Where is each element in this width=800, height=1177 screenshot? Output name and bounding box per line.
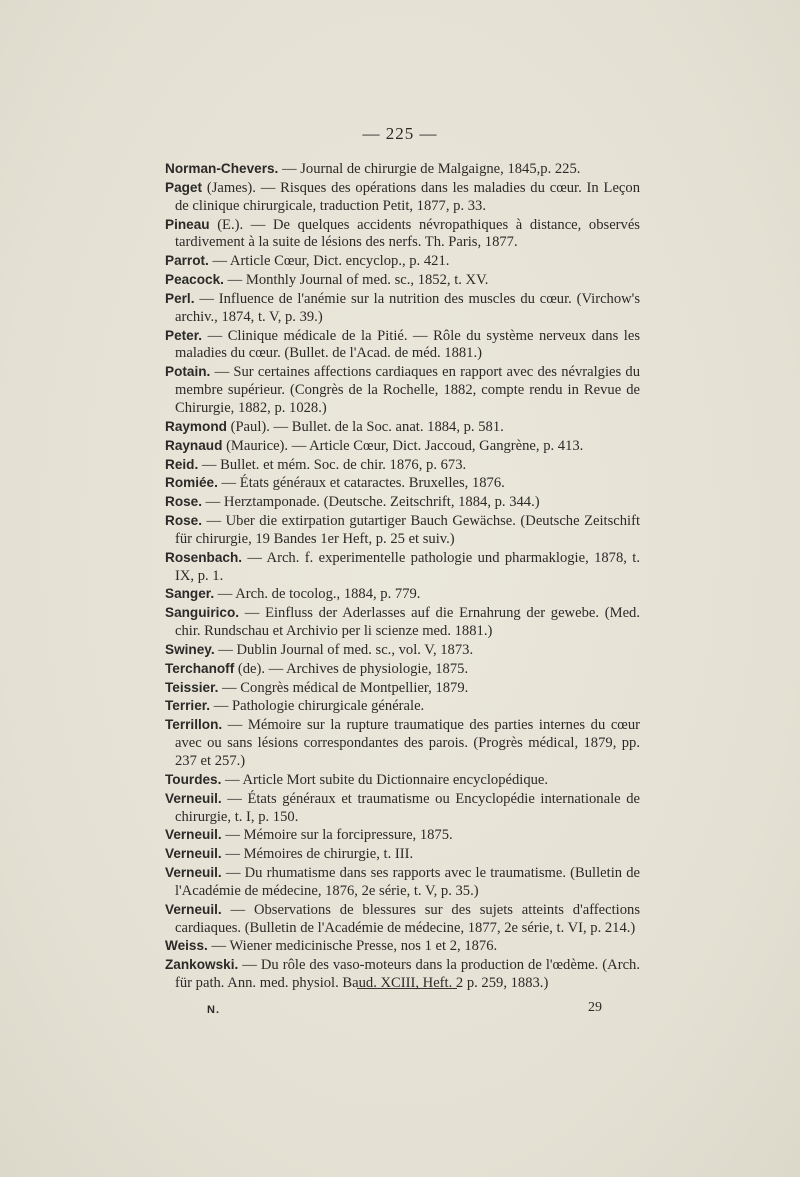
- bibliography-entry: [165, 216, 640, 253]
- entry-author: Verneuil.: [165, 827, 222, 843]
- bibliography-entry: [165, 160, 640, 179]
- entry-author: Verneuil.: [165, 846, 222, 862]
- bibliography-entry: [165, 290, 640, 327]
- entry-author: Terrillon.: [165, 717, 223, 733]
- entry-author: Norman-Chevers.: [165, 161, 279, 176]
- bibliography-entry: [165, 271, 640, 290]
- entry-author: Teissier.: [165, 679, 219, 695]
- entry-author: Verneuil.: [165, 865, 222, 881]
- entry-author: Perl.: [165, 290, 195, 306]
- entry-author: Peacock.: [165, 272, 224, 288]
- entry-citation: — Du rôle des vaso-moteurs dans la production de l'œdème. (Arch. für path. Ann. med. physiol. Baud. XCIII, Heft. 2 p. 259, 1883.): [175, 957, 640, 992]
- bibliography-entry: [165, 549, 640, 586]
- bibliography-entry: [165, 604, 640, 641]
- entry-citation: — Wiener medicinische Presse, nos 1 et 2, 1876.: [207, 938, 498, 955]
- entry-author: Swiney.: [165, 641, 215, 657]
- entry-author: Parrot.: [165, 253, 209, 269]
- entry-citation: (Paul). — Bullet. de la Soc. anat. 1884, p. 581.: [226, 418, 504, 435]
- entry-author: Sanguirico.: [165, 605, 240, 621]
- entry-author: Sanger.: [165, 586, 215, 602]
- entry-citation: — Dublin Journal of med. sc., vol. V, 1873.: [214, 641, 474, 658]
- entry-author: Rose.: [165, 494, 203, 510]
- entry-citation: — Mémoires de chirurgie, t. III.: [221, 846, 414, 863]
- entry-author: Raynaud: [165, 437, 223, 453]
- entry-citation: — Congrès médical de Montpellier, 1879.: [218, 679, 469, 696]
- entry-citation: — Pathologie chirurgicale générale.: [210, 698, 425, 715]
- bibliography-entry: [165, 327, 640, 364]
- bibliography-entry: [165, 252, 640, 271]
- bibliography-entry: [165, 937, 640, 956]
- entry-author: Potain.: [165, 364, 211, 380]
- entry-citation: (James). — Risques des opérations dans les maladies du cœur. In Leçon de clinique chirurgicale, traduction Petit, 1877, p. 33.: [175, 179, 640, 214]
- entry-citation: — Bullet. et mém. Soc. de chir. 1876, p. 673.: [198, 456, 467, 473]
- entry-citation: — Monthly Journal of med. sc., 1852, t. XV.: [223, 272, 489, 289]
- signature-mark: N.: [207, 1004, 220, 1016]
- bibliography-entry: [165, 864, 640, 901]
- entry-author: Reid.: [165, 456, 199, 472]
- bibliography-entry: [165, 771, 640, 790]
- footer-rule: [357, 988, 457, 989]
- entry-citation: — Clinique médicale de la Pitié. — Rôle du système nerveux dans les maladies du cœur. (Bullet. de l'Acad. de méd. 1881.): [175, 327, 640, 362]
- entry-citation: — Einfluss der Aderlasses auf die Ernahrung der gewebe. (Med. chir. Rundschau et Archivio per li scienze med. 1881.): [175, 605, 640, 640]
- entry-author: Romiée.: [165, 475, 218, 491]
- entry-author: Pineau: [165, 216, 210, 232]
- entry-citation: — Observations de blessures sur des sujets atteints d'affections cardiaques. (Bulletin de l'Académie de médecine, 1877, 2e série, t. VI, p. 214.): [175, 901, 640, 936]
- bibliography-entry: [165, 901, 640, 938]
- bibliography-entry: [165, 493, 640, 512]
- entry-citation: — Mémoire sur la rupture traumatique des parties internes du cœur avec ou sans lésions correspondantes des parois. (Progrès médical, 1879, pp. 237 et 257.): [175, 717, 640, 769]
- entry-author: Weiss.: [165, 938, 208, 954]
- bibliography-entry: [165, 660, 640, 679]
- entry-citation: — Herztamponade. (Deutsche. Zeitschrift, 1884, p. 344.): [202, 494, 540, 511]
- entry-citation: — Influence de l'anémie sur la nutrition des muscles du cœur. (Virchow's archiv., 1874, t. V, p. 39.): [175, 290, 640, 325]
- entry-citation: — Arch. f. experimentelle pathologie und pharmaklogie, 1878, t. IX, p. 1.: [175, 549, 640, 584]
- bibliography-entry: [165, 697, 640, 716]
- entry-citation: — Article Cœur, Dict. encyclop., p. 421.: [208, 253, 450, 270]
- entry-citation: — États généraux et traumatisme ou Encyclopédie internationale de chirurgie, t. I, p. 150.: [175, 790, 640, 825]
- bibliography-entry: [165, 679, 640, 698]
- entry-citation: — Mémoire sur la forcipressure, 1875.: [221, 827, 453, 844]
- bibliography-entry: [165, 474, 640, 493]
- bibliography-entry: [165, 363, 640, 418]
- bibliography-entry: [165, 641, 640, 660]
- entry-author: Tourdes.: [165, 771, 222, 787]
- bibliography-entry: [165, 716, 640, 771]
- entry-citation: — Arch. de tocolog., 1884, p. 779.: [214, 586, 421, 603]
- entry-author: Terrier.: [165, 698, 211, 714]
- bibliography-entry: [165, 790, 640, 827]
- entry-author: Rose.: [165, 513, 203, 529]
- entry-author: Verneuil.: [165, 901, 222, 917]
- bibliography-list: [165, 160, 640, 993]
- bibliography-entry: [165, 512, 640, 549]
- sheet-number: 29: [588, 1000, 602, 1015]
- entry-author: Terchanoff: [165, 660, 235, 676]
- entry-author: Peter.: [165, 327, 203, 343]
- entry-citation: — Du rhumatisme dans ses rapports avec le traumatisme. (Bulletin de l'Académie de médecine, 1876, 2e série, t. V, p. 35.): [175, 865, 640, 899]
- entry-citation: (Maurice). — Article Cœur, Dict. Jaccoud, Gangrène, p. 413.: [222, 437, 584, 454]
- page-number: — 225 —: [362, 124, 438, 143]
- bibliography-entry: [165, 437, 640, 456]
- bibliography-entry: [165, 826, 640, 845]
- bibliography-entry: [165, 179, 640, 216]
- entry-author: Raymond: [165, 418, 227, 434]
- entry-citation: — Journal de chirurgie de Malgaigne, 1845,p. 225.: [278, 161, 581, 177]
- bibliography-entry: [165, 585, 640, 604]
- entry-author: Rosenbach.: [165, 549, 243, 565]
- entry-citation: (E.). — De quelques accidents névropathiques à distance, observés tardivement à la suite de lésions des nerfs. Th. Paris, 1877.: [175, 216, 640, 251]
- entry-citation: — Sur certaines affections cardiaques en rapport avec des névralgies du membre supérieur. (Congrès de la Rochelle, 1882, compte rendu in Revue de Chirurgie, 1882, p. 1028.): [175, 364, 640, 416]
- bibliography-entry: [165, 418, 640, 437]
- entry-author: Zankowski.: [165, 957, 239, 973]
- entry-citation: — Article Mort subite du Dictionnaire encyclopédique.: [221, 771, 549, 788]
- entry-citation: (de). — Archives de physiologie, 1875.: [234, 660, 469, 677]
- entry-citation: — Uber die extirpation gutartiger Bauch Gewächse. (Deutsche Zeitschift für chirurgie, 19 Bandes 1er Heft, p. 25 et suiv.): [175, 513, 640, 547]
- bibliography-entry: [165, 845, 640, 864]
- entry-author: Verneuil.: [165, 790, 222, 806]
- bibliography-entry: [165, 456, 640, 475]
- entry-citation: — États généraux et cataractes. Bruxelles, 1876.: [217, 475, 505, 492]
- entry-author: Paget: [165, 179, 203, 195]
